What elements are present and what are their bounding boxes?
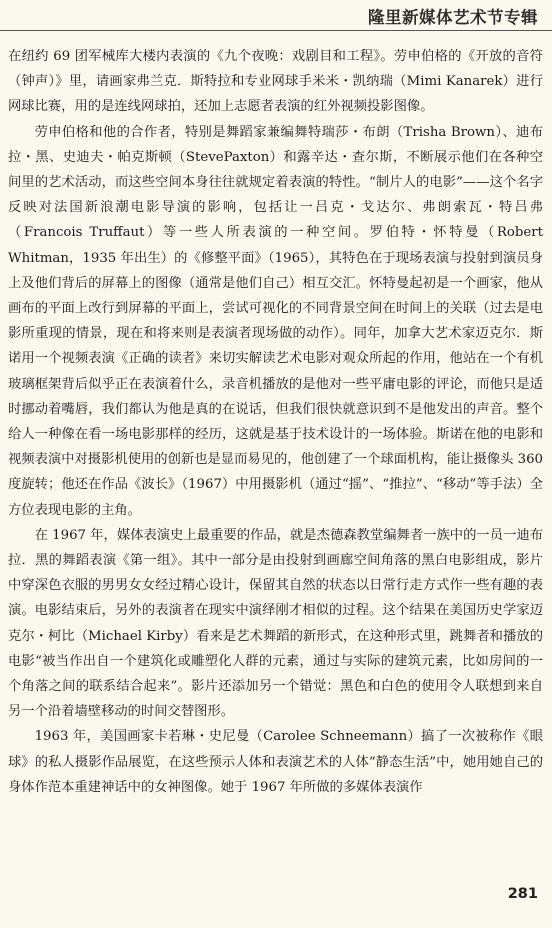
page-number: 281 <box>507 886 538 902</box>
paragraph-1963: 1963 年，美国画家卡若琳・史尼曼（Carolee Schneemann）搞了一次被称作《眼球》的私人摄影作品展览，在这些预示人体和表演艺术的人体“静态生活”中，她用她自己的身体作范本重建神话中的女神图像。她于 1967 年所做的多媒体表演作 <box>8 729 543 795</box>
paragraph-1967: 在 1967 年，媒体表演史上最重要的作品，就是杰德森教堂编舞者一族中的一员一迪布拉．黑的舞蹈表演《第一组》。其中一部分是由投射到画廊空间角落的黑白电影组成，影片中穿深色衣服的男男女女经过精心设计，保留其自然的状态以日常行走方式作一些有趣的表演。电影结束后，另外的表演者在现实中演绎刚才相似的过程。这个结果在美国历史学家迈克尔・柯比（Michael Kirby）看来是艺术舞蹈的新形式，在这种形式里，跳舞者和播放的电影“被当作出自一个建筑化或雕塑化人群的元素，通过与实际的建筑元素，比如房间的一个角落之间的联系结合起来”。影片还添加另一个错觉：黑色和白色的使用令人联想到来自另一个沿着墙壁移动的时间交替图形。 <box>8 527 543 720</box>
paragraph-rauschenberg: 劳申伯格和他的合作者，特别是舞蹈家兼编舞特瑞莎・布朗（Trisha Brown）、迪布拉・黑、史迪夫・帕克斯顿（StevePaxton）和露辛达・查尔斯，不断展示他们在各种空间里的艺术活动，而这些空间本身往往就规定着表演的特性。“制片人的电影”——这个名字反映对法国新浪潮电影导演的影响，包括让一吕克・戈达尔、弗朗索瓦・特吕弗（Francois Truffaut）等一些人所表演的一种空间。罗伯特・怀特曼（Robert Whitman，1935 年出生）的《修整平面》（1965），其特色在于现场表演与投射到演员身上及他们背后的屏幕上的图像（通常是他们自己）相互交汇。怀特曼起初是一个画家，他从画布的平面上改行到屏幕的平面上，尝试可视化的不同背景空间在时间上的关联（过去是电影所重现的情景，现在和将来则是表演者现场做的动作）。同年，加拿大艺术家迈克尔．斯诺用一个视频表演《正确的读者》来切实解读艺术电影对观众所起的作用，他站在一个有机玻璃框架背后似乎正在表演着什么，录音机播放的是他对一些平庸电影的评论，而他只是适时挪动着嘴唇，我们都认为他是真的在说话，但我们很快就意识到不是他发出的声音。整个给人一种像在看一场电影那样的经历，这就是基于技术设计的一场体验。斯诺在他的电影和视频表演中对摄影机使用的创新也是显而易见的，他创建了一个球面机构，能让摄像头 360 度旋转；他还在作品《波长》（1967）中用摄影机（通过“摇”、“推拉”、“移动”等手法）全方位表现电影的主角。 <box>8 124 543 518</box>
body-text <box>8 44 543 800</box>
paragraph-continued: 在纽约 69 团军械库大楼内表演的《九个夜晚：戏剧目和工程》。劳申伯格的《开放的音符（钟声）》里，请画家弗兰克．斯特拉和专业网球手米米・凯纳瑞（Mimi Kanarek）进行网球比赛，用的是连线网球拍，还加上志愿者表演的红外视频投影图像。 <box>8 49 543 115</box>
page-header <box>0 0 552 34</box>
running-header-title: 隆里新媒体艺术节专辑 <box>368 8 538 27</box>
header-divider <box>0 30 552 31</box>
